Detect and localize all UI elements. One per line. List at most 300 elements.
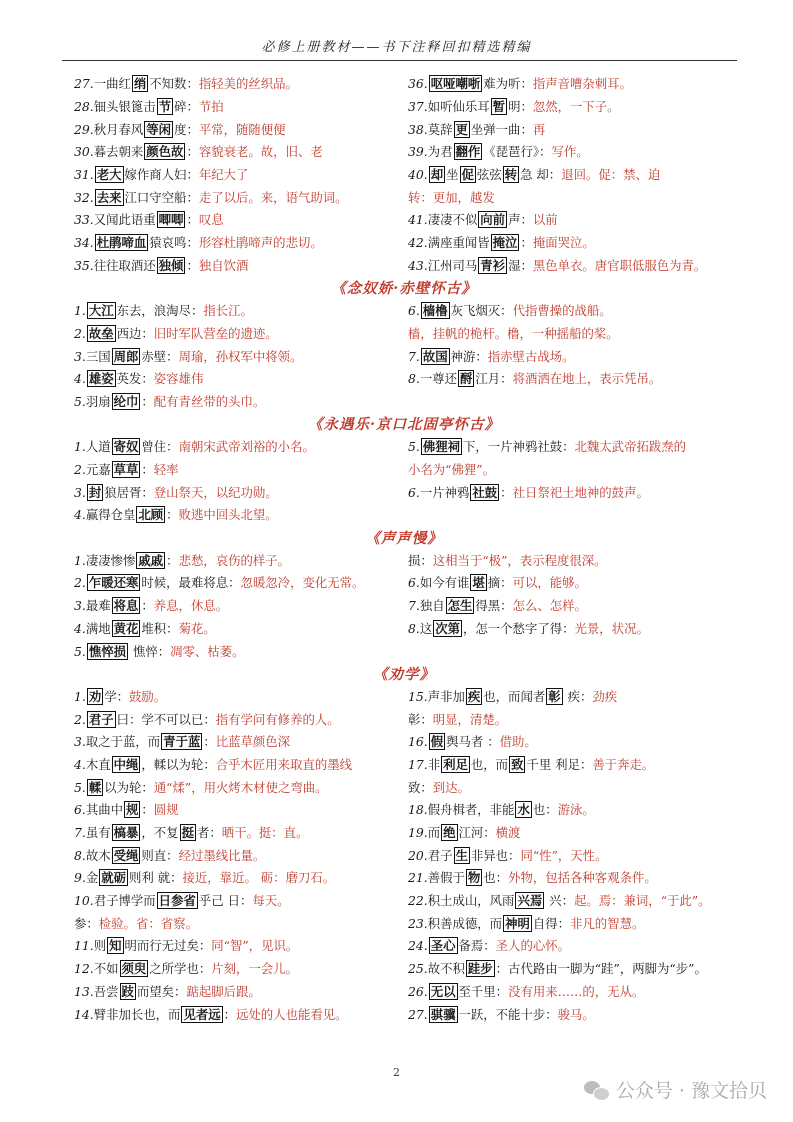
item-number: 3. (74, 348, 86, 364)
item-number: 25. (408, 961, 428, 977)
definition: 轻率 (153, 462, 179, 478)
key-word: 草草 (113, 462, 139, 478)
definition: 掩面哭泣。 (532, 235, 595, 251)
definition: 黑色单衣。唐官职低服色为青。 (532, 257, 707, 273)
source-text: 也，而闻者 (483, 688, 546, 704)
right-note (404, 619, 734, 637)
source-text: 舆马者 ： (446, 734, 500, 750)
item-number: 6. (74, 802, 86, 818)
section-title-row (74, 412, 734, 435)
source-text: 难为听： (483, 76, 533, 92)
note-row (74, 639, 734, 662)
item-number: 3. (74, 734, 86, 750)
definition: 合乎木匠用来取直的墨线 (215, 756, 353, 772)
source-text: ： (186, 212, 199, 228)
item-number: 19. (408, 825, 428, 841)
right-note (404, 347, 734, 365)
left-note (74, 619, 404, 637)
source-text: 赤壁： (141, 348, 179, 364)
source-text: 至千里： (458, 983, 509, 999)
source-text: ： (186, 257, 199, 273)
source-text: 千里 利足： (526, 756, 593, 772)
source-text: 兴： (545, 893, 574, 909)
right-note (404, 959, 734, 977)
source-text: 不如 (93, 961, 119, 977)
source-text: 元嘉 (85, 462, 111, 478)
note-row (74, 685, 734, 708)
source-text: 往往取酒还 (93, 257, 156, 273)
source-text: 积善成德，而 (427, 915, 503, 931)
note-row (74, 889, 734, 912)
key-word: 北顾 (138, 507, 164, 523)
right-note (404, 233, 734, 251)
source-text: 也： (532, 802, 558, 818)
item-number: 4. (74, 371, 86, 387)
source-text: 独自 (419, 598, 445, 614)
source-text: 损： (408, 552, 433, 568)
note-row (74, 843, 734, 866)
source-text: ： (141, 393, 154, 409)
item-number: 21. (408, 870, 428, 886)
source-text: 赢得仓皇 (85, 507, 136, 523)
item-number: 37. (408, 99, 428, 115)
source-text: 臂非加长也，而 (93, 1006, 181, 1022)
item-number: 8. (408, 620, 420, 636)
source-text: 者： (196, 825, 222, 841)
source-text: ，輮以为轮： (141, 756, 216, 772)
definition: 周瑜，孙权军中将领。 (178, 348, 303, 364)
definition: 同“智”，见识。 (211, 938, 299, 954)
left-note (74, 800, 404, 818)
source-text: 坐弹一曲： (470, 121, 533, 137)
item-number: 14. (74, 1006, 94, 1022)
source-text: 暮去朝来 (93, 144, 144, 160)
key-word: 唧唧 (158, 212, 184, 228)
key-word: 规 (126, 802, 139, 818)
item-number: 27. (408, 1006, 428, 1022)
key-word: 青衫 (480, 257, 506, 273)
definition: 菊花。 (178, 620, 216, 636)
key-word: 戚戚 (138, 552, 164, 568)
left-note (74, 732, 404, 750)
key-word: 颜色故 (146, 144, 184, 160)
left-note (74, 642, 404, 660)
item-number: 13. (74, 983, 94, 999)
source-text: ： (141, 802, 154, 818)
item-number: 33. (74, 212, 94, 228)
key-word: 去来 (96, 189, 122, 205)
definition: 鼓励。 (129, 688, 167, 704)
definition: 姿容雄伟 (153, 371, 204, 387)
key-word: 独倾 (158, 257, 184, 273)
definition: 南朝宋武帝刘裕的小名。 (178, 439, 315, 455)
note-row (74, 617, 734, 640)
definition: 忽暖忽冷，变化无常。 (240, 575, 365, 591)
note-row (74, 322, 734, 345)
item-number: 40. (408, 167, 428, 183)
key-word: 故垒 (88, 325, 114, 341)
source-text: 又闻此语重 (93, 212, 156, 228)
item-number: 4. (74, 507, 86, 523)
left-note (74, 165, 404, 183)
page-number: 2 (393, 1066, 400, 1079)
key-word: 故国 (422, 348, 448, 364)
source-text: ： (500, 484, 513, 500)
source-text: 下，一片神鸦社鼓： (463, 439, 575, 455)
definition: 配有青丝带的头巾。 (153, 393, 266, 409)
key-word: 等闲 (146, 121, 172, 137)
source-text: ，怎一个愁字了得： (463, 620, 575, 636)
note-row (74, 730, 734, 753)
definition: 劲疾 (592, 688, 618, 704)
definition: 凋零、枯萎。 (170, 643, 245, 659)
definition: 可以，能够。 (512, 575, 587, 591)
definition: 形容杜鹃啼声的悲切。 (198, 235, 323, 251)
source-text: 为君 (427, 144, 453, 160)
source-text: 一跃，不能十步： (458, 1006, 558, 1022)
source-text: 灰飞烟灭： (450, 303, 513, 319)
source-text: 时候，最难将息： (141, 575, 241, 591)
definition: 这相当于“极”，表示程度很深。 (432, 552, 607, 568)
item-number: 1. (74, 439, 86, 455)
item-number: 31. (74, 167, 94, 183)
definition: 踮起脚后跟。 (186, 983, 261, 999)
definition: 代指曹操的战船。 (512, 303, 612, 319)
key-word: 致 (511, 756, 524, 772)
watermark-text: 公众号 · 豫文拾贝 (615, 1080, 767, 1102)
item-number: 2. (74, 462, 86, 478)
source-text: 非 (427, 756, 441, 772)
left-note (74, 551, 404, 569)
source-text: 一曲红 (93, 76, 131, 92)
definition: 晒干。挺：直。 (221, 825, 309, 841)
note-row (74, 503, 734, 526)
definition: 退回。促：禁、迫 (561, 167, 661, 183)
section-title: 《劝学》 (373, 665, 435, 683)
note-row (74, 980, 734, 1003)
key-word: 呕哑嘲哳 (430, 76, 481, 92)
source-text: 则直： (141, 847, 179, 863)
key-word: 向前 (480, 212, 506, 228)
section-title: 《念奴娇·赤壁怀古》 (331, 280, 477, 298)
note-row (74, 548, 734, 571)
source-text: 凄凄惨惨 (85, 552, 136, 568)
key-word: 就砺 (101, 870, 126, 886)
key-word: 寄奴 (113, 439, 139, 455)
key-word: 周郎 (113, 348, 139, 364)
item-number: 5. (408, 439, 420, 455)
definition: 经过墨线比量。 (178, 847, 266, 863)
right-note (404, 120, 734, 138)
right-note (404, 301, 734, 319)
item-number: 26. (408, 983, 428, 999)
source-text: 非异也： (470, 847, 521, 863)
definition: 走了以后。来，语气助词。 (198, 189, 348, 205)
definition: 指赤壁古战场。 (487, 348, 575, 364)
left-note (74, 891, 404, 909)
key-word: 却 (430, 167, 444, 183)
key-word: 老大 (96, 167, 122, 183)
source-text: 备焉： (458, 938, 496, 954)
definition: 独自饮酒 (198, 257, 249, 273)
source-text: 莫辞 (427, 121, 453, 137)
note-row (74, 435, 734, 458)
key-word: 中绳 (113, 756, 139, 772)
header-divider (62, 60, 737, 61)
key-word: 掩泣 (492, 235, 518, 251)
key-word: 受绳 (113, 847, 139, 863)
source-text: 明： (508, 99, 533, 115)
section-title: 《永遇乐·京口北固亭怀古》 (307, 416, 501, 434)
source-text: ，不复 (141, 825, 179, 841)
left-note (74, 505, 404, 523)
item-number: 30. (74, 144, 94, 160)
definition: 指声音嘈杂刺耳。 (532, 76, 632, 92)
definition: 旧时军队营垒的遗迹。 (153, 325, 278, 341)
item-number: 17. (408, 756, 428, 772)
item-number: 22. (408, 893, 428, 909)
left-note (74, 755, 404, 773)
item-number: 9. (74, 870, 86, 886)
watermark (584, 1076, 767, 1103)
right-note (404, 210, 734, 228)
key-word: 酹 (460, 371, 473, 387)
definition: 指长江。 (203, 303, 253, 319)
item-number: 6. (408, 575, 420, 591)
source-text: ： (166, 552, 179, 568)
source-text: 这 (419, 620, 433, 636)
left-note (74, 233, 404, 251)
item-number: 15. (408, 688, 428, 704)
right-note (404, 596, 734, 614)
key-word: 黄花 (113, 620, 139, 636)
key-word: 劝 (88, 688, 102, 704)
left-note (74, 301, 404, 319)
key-word: 节 (158, 99, 172, 115)
source-text: 一片神鸦 (419, 484, 470, 500)
definition: 没有用来……的，无从。 (508, 983, 645, 999)
right-note (404, 846, 734, 864)
notes-content (74, 72, 734, 1025)
source-text: 弦弦 (476, 167, 502, 183)
source-text: 堆积： (141, 620, 179, 636)
item-number: 20. (408, 847, 428, 863)
key-word: 生 (455, 847, 468, 863)
section-title-row (74, 662, 734, 685)
right-note (404, 687, 734, 705)
source-text: 急 却： (520, 167, 562, 183)
wechat-icon (584, 1079, 610, 1101)
right-note (404, 483, 734, 501)
source-text: 声： (508, 212, 533, 228)
right-note (404, 551, 734, 569)
source-text: 度： (174, 121, 199, 137)
source-text: 而 (427, 825, 441, 841)
note-row (74, 866, 734, 889)
source-text: 彰： (408, 711, 433, 727)
key-word: 绝 (443, 825, 456, 841)
right-note (404, 936, 734, 954)
key-word: 大江 (88, 303, 114, 319)
item-number: 10. (74, 893, 94, 909)
source-text: 满地 (85, 620, 111, 636)
item-number: 5. (74, 643, 86, 659)
left-note (74, 1005, 404, 1023)
key-word: 怎生 (447, 598, 473, 614)
left-note (74, 97, 404, 115)
key-word: 社鼓 (472, 484, 498, 500)
key-word: 跬步 (467, 961, 493, 977)
key-word: 暂 (492, 99, 506, 115)
item-number: 2. (74, 575, 86, 591)
item-number: 8. (408, 371, 420, 387)
definition: 比蓝草颜色深 (215, 734, 291, 750)
left-note (74, 392, 404, 410)
key-word: 翻作 (455, 144, 481, 160)
right-note (404, 755, 734, 773)
source-text: 其曲中 (85, 802, 123, 818)
definition: 悲愁，哀伤的样子。 (178, 552, 291, 568)
note-row (74, 367, 734, 390)
note-row (74, 95, 734, 118)
key-word: 更 (455, 121, 468, 137)
note-row (74, 163, 734, 186)
source-text: 摘： (487, 575, 513, 591)
item-number: 7. (74, 825, 86, 841)
key-word: 见者远 (183, 1006, 221, 1022)
source-text: 曰：学不可以已： (116, 711, 216, 727)
item-number: 3. (74, 598, 86, 614)
source-text: 江口守空船： (124, 189, 199, 205)
source-text: 最难 (85, 598, 111, 614)
key-word: 封 (88, 484, 102, 500)
key-word: 佛狸祠 (422, 439, 460, 455)
source-text: 君子 (427, 847, 453, 863)
source-text: 神游： (450, 348, 488, 364)
note-row (74, 480, 734, 503)
item-number: 4. (74, 620, 86, 636)
left-note (74, 188, 404, 206)
source-text: ： (186, 144, 199, 160)
definition: 远处的人也能看见。 (236, 1006, 348, 1022)
key-word: 君子 (88, 711, 114, 727)
item-number: 16. (408, 734, 428, 750)
key-word: 雄姿 (88, 371, 114, 387)
source-text: 学： (104, 688, 129, 704)
left-note (74, 823, 404, 841)
definition: 平常，随随便便 (198, 121, 286, 137)
note-row (74, 458, 734, 481)
source-text: 坐 (446, 167, 459, 183)
source-text: 假舟楫者，非能 (427, 802, 515, 818)
key-word: 疾 (467, 688, 481, 704)
key-word: 水 (517, 802, 530, 818)
definition: 登山祭天，以纪功勋。 (153, 484, 278, 500)
section-title: 《声声慢》 (365, 529, 443, 547)
source-text: ： (203, 734, 216, 750)
key-word: 物 (467, 870, 481, 886)
source-text: 满座重闻皆 (427, 235, 490, 251)
left-note (74, 369, 404, 387)
source-text: 吾尝 (93, 983, 119, 999)
key-word: 将息 (113, 598, 139, 614)
definition: 骏马。 (557, 1006, 595, 1022)
left-note (74, 710, 404, 728)
note-row (74, 117, 734, 140)
note-row (74, 957, 734, 980)
item-number: 3. (74, 484, 86, 500)
item-number: 1. (74, 552, 86, 568)
key-word: 须臾 (121, 961, 147, 977)
source-text: 金 (85, 870, 99, 886)
source-text: 也： (483, 870, 509, 886)
source-text: 故不积 (427, 961, 465, 977)
note-row (74, 594, 734, 617)
right-note (404, 914, 734, 932)
note-row (74, 707, 734, 730)
note-row (74, 208, 734, 231)
key-word: 乍暖还寒 (88, 575, 139, 591)
left-note (74, 936, 404, 954)
definition: 指轻美的丝织品。 (198, 76, 298, 92)
definition: 外物，包括各种客观条件。 (508, 870, 657, 886)
source-text: 则 (93, 938, 107, 954)
source-text: 自得： (532, 915, 571, 931)
note-row (74, 1002, 734, 1025)
item-number: 23. (408, 915, 428, 931)
note-row (74, 798, 734, 821)
definition: 指有学问有修养的人。 (215, 711, 340, 727)
key-word: 憔悴损 (88, 643, 126, 659)
source-text: 湿： (508, 257, 533, 273)
note-row (74, 254, 734, 277)
source-text: 而望矣： (136, 983, 187, 999)
key-word: 骐骥 (430, 1006, 456, 1022)
right-note (404, 800, 734, 818)
left-note (74, 687, 404, 705)
right-note (404, 142, 734, 160)
left-note (74, 846, 404, 864)
left-note (74, 437, 404, 455)
right-note (404, 165, 734, 183)
right-note (404, 256, 734, 274)
item-number: 34. (74, 235, 94, 251)
definition: 年纪大了 (198, 167, 249, 183)
definition: 明显，清楚。 (432, 711, 508, 727)
definition: 写作。 (551, 144, 589, 160)
source-text: 碎： (174, 99, 199, 115)
left-note (74, 483, 404, 501)
source-text: 钿头银篦击 (93, 99, 156, 115)
key-word: 堪 (472, 575, 485, 591)
definition: 接近，靠近。 砺： (182, 870, 286, 886)
definition: 忽然，一下子。 (532, 99, 620, 115)
source-text: 木直 (85, 756, 111, 772)
left-note (74, 460, 404, 478)
item-number: 11. (74, 938, 94, 954)
key-word: 圣心 (430, 938, 456, 954)
key-word: 知 (109, 938, 122, 954)
left-note (74, 74, 404, 92)
definition: 将酒洒在地上，表示凭吊。 (512, 371, 662, 387)
item-number: 2. (74, 711, 86, 727)
source-text: ： (223, 1006, 237, 1022)
right-note (404, 188, 734, 206)
source-text: 得黑： (475, 598, 513, 614)
source-text: 乎己 日： (198, 893, 253, 909)
key-word: 纶巾 (113, 393, 139, 409)
definition: 圆规 (153, 802, 179, 818)
